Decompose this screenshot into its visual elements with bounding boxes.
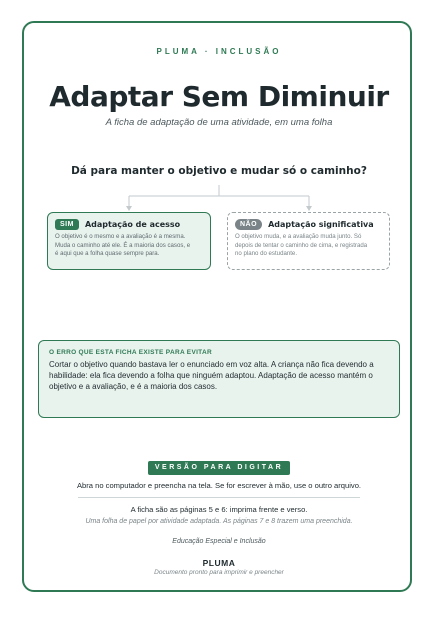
yes-card-body [55,233,203,259]
no-card-title: Adaptação significativa [268,220,374,229]
yes-badge: SIM [55,219,79,230]
error-line: objetivo e a avaliação, e é a maioria dos casos. [49,382,218,391]
yes-card-title: Adaptação de acesso [84,220,181,229]
error-body [49,359,389,392]
error-callout [38,340,400,418]
no-card-line: O objetivo muda, e a avaliação muda junto. Só [235,233,362,240]
pages-subnote: Uma folha de papel por atividade adaptada. As páginas 7 e 8 trazem uma preenchida. [85,518,353,525]
no-card-line: no plano do estudante. [235,250,298,258]
no-card [227,212,390,270]
no-card-body [235,233,382,259]
yes-card-line: Muda o caminho até ele. É a maioria dos casos, e [55,241,191,249]
no-card-line: depois de tentar o caminho de cima, e registrada [235,241,368,249]
fill-instruction: Abra no computador e preencha na tela. Se for escrever à mão, use o outro arquivo. [76,481,362,490]
version-label: VERSÃO PARA DIGITAR [148,461,290,475]
error-line: habilidade: ela fica devendo a folha que ninguém adaptou. Adaptação de acesso mantém o [49,371,373,380]
yes-card-line: é aqui que a folha quase sempre para. [55,250,160,258]
footer-divider [78,497,360,498]
footer-brand: PLUMA [202,558,236,568]
error-line: Cortar o objetivo quando bastava ler o enunciado em voz alta. A criança não fica devendo a [49,360,374,369]
pages-note: A ficha são as páginas 5 e 6: imprima frente e verso. [130,505,308,514]
yes-card-line: O objetivo é o mesmo e a avaliação é a mesma. [55,233,186,240]
arrow-down-icon [306,206,312,211]
page-subtitle: A ficha de adaptação de uma atividade, em uma folha [105,117,333,128]
brand-kicker: PLUMA · INCLUSÃO [156,47,282,56]
error-heading: O ERRO QUE ESTA FICHA EXISTE PARA EVITAR [49,349,212,356]
page-title: Adaptar Sem Diminuir [49,80,389,113]
no-badge: NÃO [235,219,262,230]
arrow-down-icon [126,206,132,211]
yes-card [47,212,211,270]
decision-question: Dá para manter o objetivo e mudar só o caminho? [71,165,367,177]
footer-tagline: Documento pronto para imprimir e preencher [154,569,284,576]
category-label: Educação Especial e Inclusão [172,538,266,545]
